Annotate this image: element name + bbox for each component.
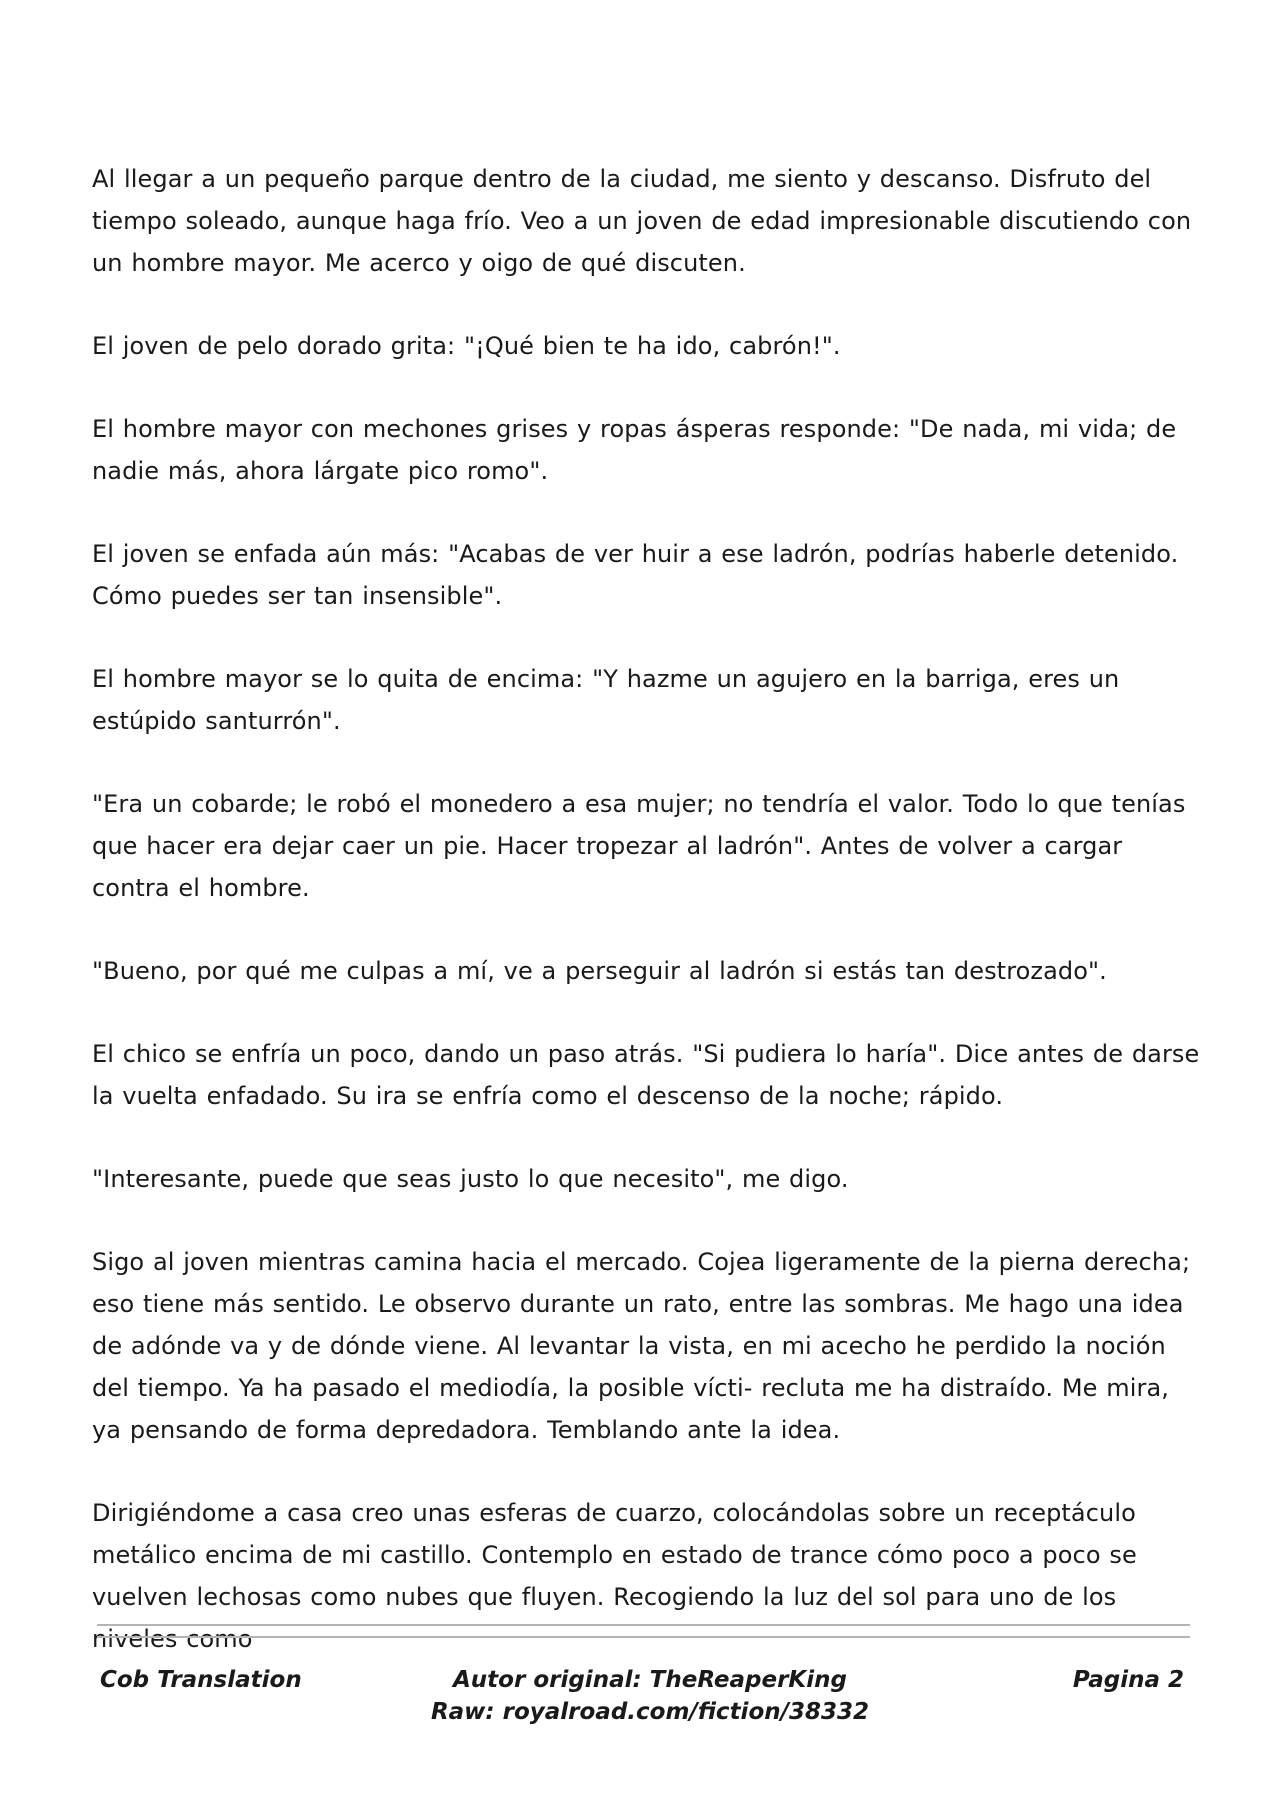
paragraph: El joven se enfada aún más: "Acabas de ver huir a ese ladrón, podrías haberle detenido. Cómo puedes ser tan insensible".: [92, 540, 1179, 610]
footer-author: Autor original: TheReaperKing: [453, 1667, 847, 1693]
paragraph: Dirigiéndome a casa creo unas esferas de cuarzo, colocándolas sobre un receptáculo metálico encima de mi castillo. Contemplo en estado de trance cómo poco a poco se vuelven lechosas como nubes que fluyen. Recogiendo la luz del sol para uno de los niveles como: [92, 1499, 1137, 1653]
footer-translator: Cob Translation: [100, 1667, 302, 1693]
paragraph: Sigo al joven mientras camina hacia el mercado. Cojea ligeramente de la pierna derecha; eso tiene más sentido. Le observo durante un rato, entre las sombras. Me hago una idea de adónde va y de dónde viene. Al levantar la vista, en mi acecho he perdido la noción del tiempo. Ya ha pasado el mediodía, la posible vícti- recluta me ha distraído. Me mira, ya pensando de forma depredadora. Temblando ante la idea.: [92, 1248, 1191, 1444]
paragraph: Al llegar a un pequeño parque dentro de la ciudad, me siento y descanso. Disfruto del tiempo soleado, aunque haga frío. Veo a un joven de edad impresionable discutiendo con un hombre mayor. Me acerco y oigo de qué discuten.: [92, 165, 1192, 277]
footer-divider-top: [97, 1624, 1190, 1626]
footer-credits: [340, 1664, 960, 1728]
paragraph: El joven de pelo dorado grita: "¡Qué bien te ha ido, cabrón!".: [92, 332, 841, 360]
paragraph: El hombre mayor se lo quita de encima: "Y hazme un agujero en la barriga, eres un estúpido santurrón".: [92, 665, 1120, 735]
paragraph: "Interesante, puede que seas justo lo que necesito", me digo.: [92, 1165, 849, 1193]
footer-divider-bottom: [97, 1636, 1190, 1638]
footer-page-number: Pagina 2: [1072, 1667, 1184, 1693]
body-text: [92, 158, 1202, 1701]
paragraph: El chico se enfría un poco, dando un paso atrás. "Si pudiera lo haría". Dice antes de darse la vuelta enfadado. Su ira se enfría como el descenso de la noche; rápido.: [92, 1040, 1200, 1110]
footer-raw-source: Raw: royalroad.com/fiction/38332: [430, 1699, 870, 1725]
paragraph: El hombre mayor con mechones grises y ropas ásperas responde: "De nada, mi vida; de nadie más, ahora lárgate pico romo".: [92, 415, 1177, 485]
paragraph: "Era un cobarde; le robó el monedero a esa mujer; no tendría el valor. Todo lo que tenías que hacer era dejar caer un pie. Hacer tropezar al ladrón". Antes de volver a cargar contra el hombre.: [92, 790, 1186, 902]
paragraph: "Bueno, por qué me culpas a mí, ve a perseguir al ladrón si estás tan destrozado".: [92, 957, 1107, 985]
